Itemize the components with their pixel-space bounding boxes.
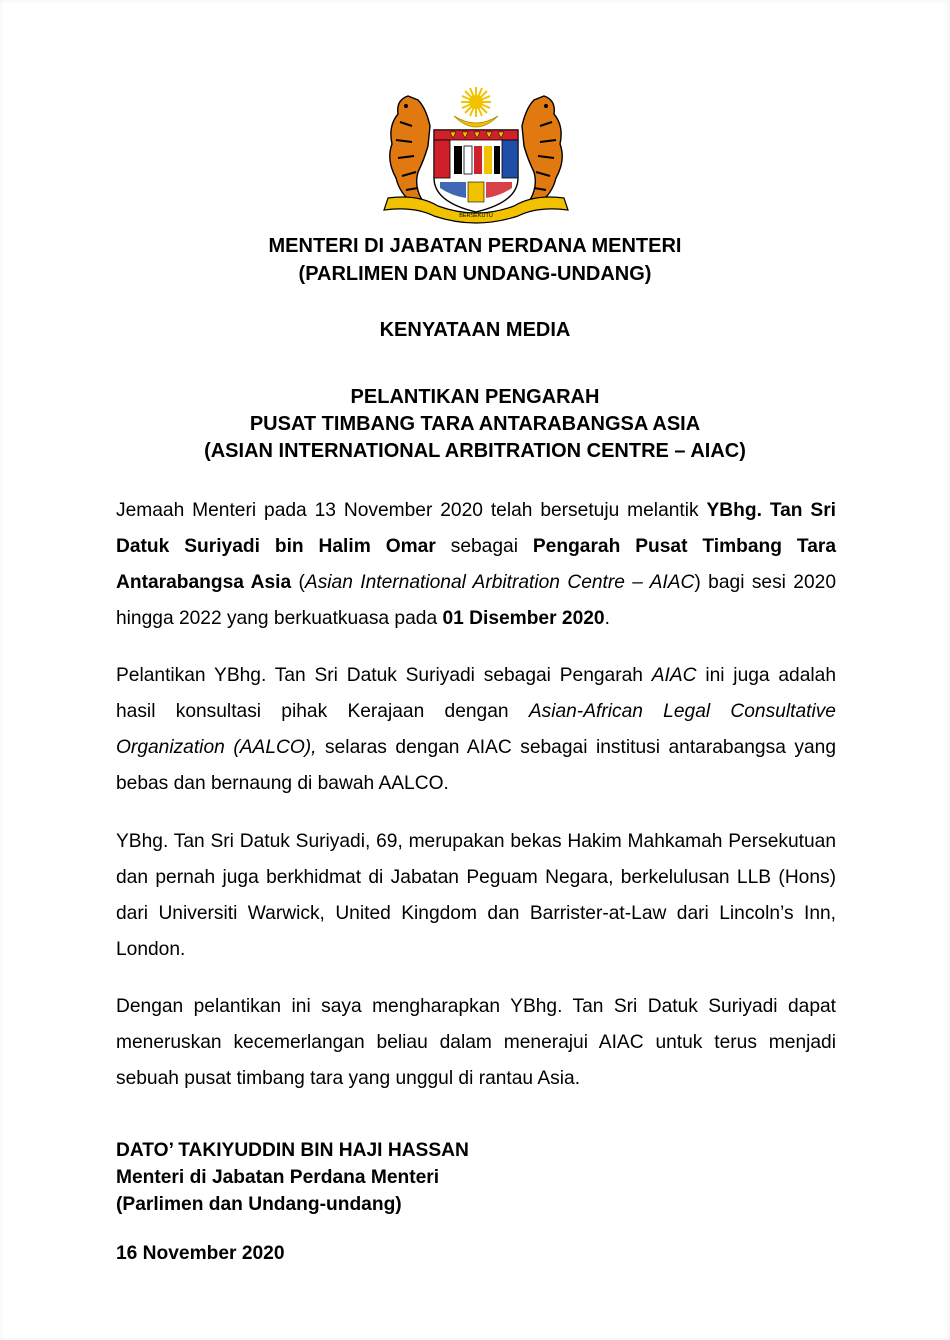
- text-segment: (: [291, 572, 305, 593]
- title-line-2: PUSAT TIMBANG TARA ANTARABANGSA ASIA: [249, 413, 701, 435]
- signatory-position: Menteri di Jabatan Perdana Menteri: [116, 1167, 440, 1188]
- crescent-icon: [454, 116, 498, 127]
- appointee-name: YBhg. Tan Sri Datuk Suriyadi bin Halim Omar: [116, 500, 836, 557]
- appointment-position: Pengarah Pusat Timbang Tara Antarabangsa Asia: [116, 536, 837, 593]
- coat-of-arms-icon: [378, 86, 574, 224]
- italic-aalco: Asian-African Legal Consultative Organization (AALCO),: [116, 701, 836, 758]
- italic-aiac: AIAC: [651, 665, 697, 686]
- text-segment: .: [604, 608, 610, 629]
- text-segment: ini juga adalah hasil konsultasi pihak Kerajaan dengan: [116, 665, 836, 722]
- shield-icon: [434, 130, 518, 212]
- statement-title: [0, 384, 950, 465]
- paragraph-4-text: Dengan pelantikan ini saya mengharapkan YBhg. Tan Sri Datuk Suriyadi dapat meneruskan kecemerlangan beliau dalam menerajui AIAC untuk terus menjadi sebuah pusat timbang tara yang unggul di rantau Asia.: [116, 996, 836, 1089]
- title-line-3: (ASIAN INTERNATIONAL ARBITRATION CENTRE – AIAC): [204, 440, 746, 462]
- title-line-1: PELANTIKAN PENGARAH: [350, 386, 600, 408]
- tiger-right-icon: [522, 96, 562, 202]
- star-icon: [461, 87, 491, 117]
- paragraph-1: [116, 493, 836, 637]
- svg-text:BERSEKUTU: BERSEKUTU: [459, 213, 493, 219]
- paragraph-2: [116, 658, 836, 802]
- ministry-heading: [0, 232, 950, 288]
- paragraph-3-text: YBhg. Tan Sri Datuk Suriyadi, 69, merupakan bekas Hakim Mahkamah Persekutuan dan pernah juga berkhidmat di Jabatan Peguam Negara, berkelulusan LLB (Hons) dari Universiti Warwick, United Kingdom dan Barrister-at-Law dari Lincoln’s Inn, London.: [116, 831, 836, 960]
- text-segment: sebagai: [435, 536, 533, 557]
- text-segment: ) bagi sesi 2020 hingga 2022 yang berkuatkuasa pada: [116, 572, 836, 629]
- signatory-portfolio: (Parlimen dan Undang-undang): [116, 1194, 402, 1215]
- text-segment: Jemaah Menteri pada 13 November 2020 telah bersetuju melantik: [116, 500, 707, 521]
- signatory-name: DATO’ TAKIYUDDIN BIN HAJI HASSAN: [116, 1140, 469, 1161]
- paragraph-4: [116, 989, 836, 1097]
- ministry-line-2: (PARLIMEN DAN UNDANG-UNDANG): [298, 263, 652, 285]
- effective-date: 01 Disember 2020: [442, 608, 605, 629]
- tiger-left-icon: [390, 96, 430, 202]
- signature-block: [116, 1137, 469, 1218]
- ministry-line-1: MENTERI DI JABATAN PERDANA MENTERI: [268, 235, 682, 257]
- text-segment: selaras dengan AIAC sebagai institusi antarabangsa yang bebas dan bernaung di bawah AALCO.: [116, 737, 837, 794]
- statement-date: 16 November 2020: [116, 1243, 285, 1264]
- text-segment: Pelantikan YBhg. Tan Sri Datuk Suriyadi sebagai Pengarah: [116, 665, 652, 686]
- paragraph-3: [116, 824, 836, 968]
- english-name: Asian International Arbitration Centre – AIAC: [304, 572, 695, 593]
- document-type: KENYATAAN MEDIA: [379, 319, 571, 341]
